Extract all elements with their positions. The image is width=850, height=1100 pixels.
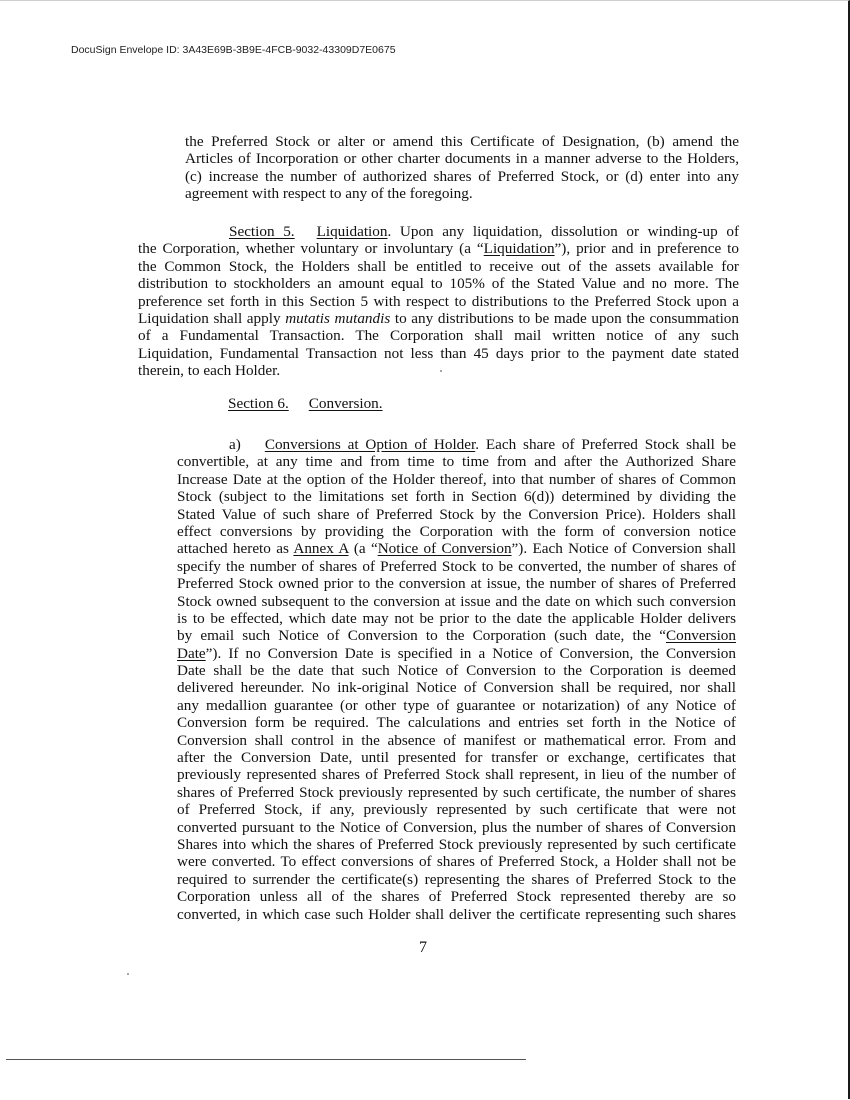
section-5-number: Section 5.	[229, 223, 295, 240]
text-line: Preferred Stock owned prior to the conversion at issue, the number of shares of Preferred	[177, 575, 736, 593]
text-line: were converted. To effect conversions of shares of Preferred Stock, a Holder shall not be	[177, 853, 736, 871]
text-line: Shares into which the shares of Preferred Stock previously represented by such certificate	[177, 835, 736, 853]
text-line: Conversion shall control in the absence of manifest or mathematical error. From and	[177, 731, 736, 749]
text-line: therein, to each Holder.	[138, 362, 281, 380]
defined-term-annex-a: Annex A	[293, 540, 349, 558]
text-fragment: the Corporation, whether voluntary or involuntary (a “	[138, 240, 484, 258]
text-line: distribution to stockholders an amount equal to 105% of the Stated Value and no more. The	[138, 275, 739, 293]
text-fragment: (a “	[348, 540, 378, 558]
section-5-lead-text: . Upon any liquidation, dissolution or winding-up of	[387, 223, 740, 240]
text-line: of a Fundamental Transaction. The Corporation shall mail written notice of any such	[138, 327, 739, 345]
text-line	[177, 540, 736, 557]
text-line: Liquidation, Fundamental Transaction not less than 45 days prior to the payment date stated	[138, 344, 739, 362]
section-6-heading	[228, 395, 383, 413]
subsection-a-conversions	[177, 436, 736, 923]
text-fragment: ”), prior and in preference to	[554, 240, 739, 258]
text-line: any medallion guarantee (or other type of guarantee or notarization) of any Notice of	[177, 696, 736, 714]
subsection-a-heading-line	[177, 436, 736, 453]
section-6-title: Conversion.	[308, 395, 383, 412]
text-line: of Preferred Stock, if any, previously represented by such certificate that were not	[177, 801, 736, 819]
text-fragment: attached hereto as	[177, 540, 294, 558]
paragraph-continuation	[185, 133, 739, 203]
text-line	[138, 240, 739, 257]
defined-term-conversion: Conversion	[665, 627, 736, 645]
text-line: Stock owned subsequent to the conversion at issue and the date on which such conversion	[177, 592, 736, 610]
text-fragment: by email such Notice of Conversion to the Corporation (such date, the “	[177, 627, 666, 645]
italic-term: mutatis mutandis	[285, 309, 391, 327]
text-line: after the Conversion Date, until presented for transfer or exchange, certificates that	[177, 749, 736, 767]
subsection-label: a)	[229, 436, 241, 453]
text-fragment: to any distributions to be made upon the consummation	[390, 309, 739, 327]
defined-term-notice-of-conversion: Notice of Conversion	[377, 540, 512, 558]
text-line: convertible, at any time and from time to time from and after the Authorized Share	[177, 453, 736, 471]
text-line: Stock (subject to the limitations set forth in Section 6(d)) determined by dividing the	[177, 488, 736, 506]
docusign-envelope-id: DocuSign Envelope ID: 3A43E69B-3B9E-4FCB-9032-43309D7E0675	[71, 44, 396, 56]
text-line: effect conversions by providing the Corporation with the form of conversion notice	[177, 522, 736, 540]
text-line: (c) increase the number of authorized shares of Preferred Stock, or (d) enter into any	[185, 167, 739, 185]
text-line: shares of Preferred Stock previously represented by such certificate, the number of shares	[177, 783, 736, 801]
section-6-number: Section 6.	[228, 395, 289, 412]
scan-speck	[440, 370, 442, 372]
defined-term-liquidation: Liquidation	[483, 240, 555, 258]
subsection-a-title: Conversions at Option of Holder	[264, 436, 476, 453]
text-fragment: ”). If no Conversion Date is specified in a Notice of Conversion, the Conversion	[205, 644, 736, 662]
text-line: Stated Value of such share of Preferred Stock by the Conversion Price). Holders shall	[177, 505, 736, 523]
text-line: Conversion form be required. The calculations and entries set forth in the Notice of	[177, 714, 736, 732]
text-line: converted pursuant to the Notice of Conversion, plus the number of shares of Conversion	[177, 818, 736, 836]
text-line: the Common Stock, the Holders shall be entitled to receive out of the assets available for	[138, 257, 739, 275]
text-line	[138, 310, 739, 327]
text-fragment: ”). Each Notice of Conversion shall	[511, 540, 737, 558]
text-line: the Preferred Stock or alter or amend this Certificate of Designation, (b) amend the	[185, 133, 739, 150]
text-line: Increase Date at the option of the Holder thereof, into that number of shares of Common	[177, 470, 736, 488]
text-line: converted, in which case such Holder shall deliver the certificate representing such shares	[177, 905, 736, 923]
text-line: previously represented shares of Preferred Stock shall represent, in lieu of the number of	[177, 766, 736, 784]
text-fragment: Liquidation shall apply	[138, 309, 286, 327]
text-line: Date shall be the date that such Notice of Conversion to the Corporation is deemed	[177, 662, 736, 680]
text-line: Corporation unless all of the shares of Preferred Stock represented thereby are so	[177, 888, 736, 906]
defined-term-date: Date	[177, 644, 206, 662]
text-line: delivered hereunder. No ink-original Notice of Conversion shall be required, nor shall	[177, 679, 736, 697]
text-line	[177, 645, 736, 662]
page-number: 7	[419, 939, 427, 956]
scan-speck	[127, 973, 129, 975]
text-line: agreement with respect to any of the foregoing.	[185, 185, 473, 203]
text-line: preference set forth in this Section 5 with respect to distributions to the Preferred Stock upon a	[138, 292, 739, 310]
text-line: specify the number of shares of Preferred Stock to be converted, the number of shares of	[177, 557, 736, 575]
text-line	[177, 627, 736, 644]
section-5-title: Liquidation	[316, 223, 388, 240]
text-line: Articles of Incorporation or other charter documents in a manner adverse to the Holders,	[185, 150, 739, 168]
footer-rule	[6, 1059, 526, 1060]
section-5-heading-line	[138, 223, 739, 240]
text-fragment: . Each share of Preferred Stock shall be	[475, 436, 736, 453]
text-line: required to surrender the certificate(s) representing the shares of Preferred Stock to the	[177, 870, 736, 888]
text-line: is to be effected, which date may not be prior to the date the applicable Holder delivers	[177, 609, 736, 627]
section-5-liquidation	[138, 223, 739, 380]
